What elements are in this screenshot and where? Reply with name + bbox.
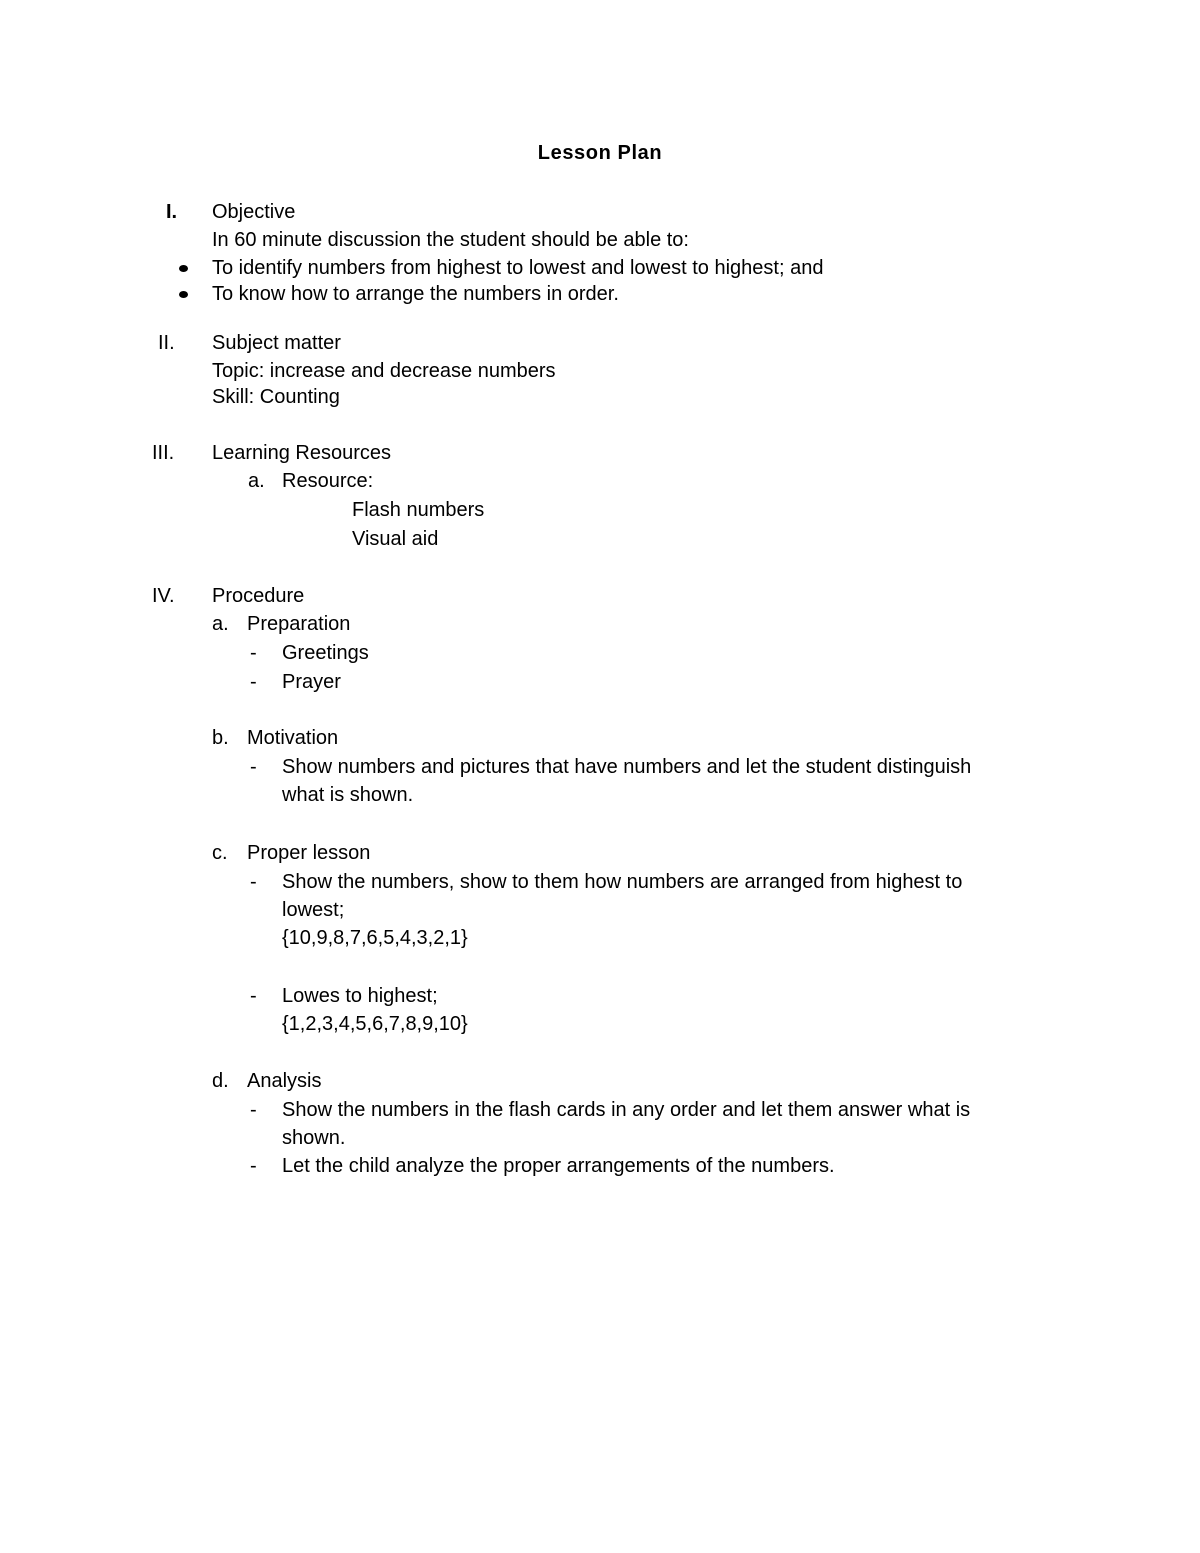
resource-visual-aid: Visual aid [352,528,439,550]
list-marker: d. [212,1070,229,1092]
motivation-line-2: what is shown. [282,784,414,806]
preparation-prayer: Prayer [282,671,341,693]
objective-bullet-1: To identify numbers from highest to lowest and lowest to highest; and [212,257,824,279]
bullet-icon [179,291,188,298]
objective-intro: In 60 minute discussion the student should be able to: [212,229,689,251]
section-numeral-3: III. [152,442,175,464]
lesson-sequence-descending: {10,9,8,7,6,5,4,3,2,1} [282,927,468,949]
list-marker: c. [212,842,228,864]
objective-bullet-2: To know how to arrange the numbers in order. [212,283,619,305]
list-marker: b. [212,727,229,749]
section-numeral-4: IV. [152,585,175,607]
motivation-line-1: Show numbers and pictures that have numbers and let the student distinguish [282,756,972,778]
section-numeral-2: II. [158,332,175,354]
section-heading-learning-resources: Learning Resources [212,442,391,464]
analysis-line-3: Let the child analyze the proper arrangements of the numbers. [282,1155,835,1177]
dash-marker: - [250,985,257,1007]
resource-label: Resource: [282,470,374,492]
section-numeral-1: I. [166,201,178,223]
subject-topic: Topic: increase and decrease numbers [212,360,556,382]
procedure-proper-lesson: Proper lesson [247,842,371,864]
lesson-sequence-ascending: {1,2,3,4,5,6,7,8,9,10} [282,1013,468,1035]
dash-marker: - [250,756,257,778]
section-heading-objective: Objective [212,201,296,223]
preparation-greetings: Greetings [282,642,369,664]
lesson-line-1: Show the numbers, show to them how numbers are arranged from highest to [282,871,963,893]
subject-skill: Skill: Counting [212,386,340,408]
lesson-line-2: lowest; [282,899,345,921]
lesson-line-ascending: Lowes to highest; [282,985,438,1007]
dash-marker: - [250,671,257,693]
list-marker: a. [248,470,265,492]
procedure-preparation: Preparation [247,613,351,635]
section-heading-procedure: Procedure [212,585,305,607]
procedure-motivation: Motivation [247,727,339,749]
bullet-icon [179,265,188,272]
list-marker: a. [212,613,229,635]
dash-marker: - [250,1099,257,1121]
analysis-line-1: Show the numbers in the flash cards in any order and let them answer what is [282,1099,971,1121]
section-heading-subject-matter: Subject matter [212,332,341,354]
procedure-analysis: Analysis [247,1070,322,1092]
dash-marker: - [250,642,257,664]
dash-marker: - [250,1155,257,1177]
dash-marker: - [250,871,257,893]
document-title: Lesson Plan [537,142,663,164]
resource-flash-numbers: Flash numbers [352,499,485,521]
analysis-line-2: shown. [282,1127,346,1149]
